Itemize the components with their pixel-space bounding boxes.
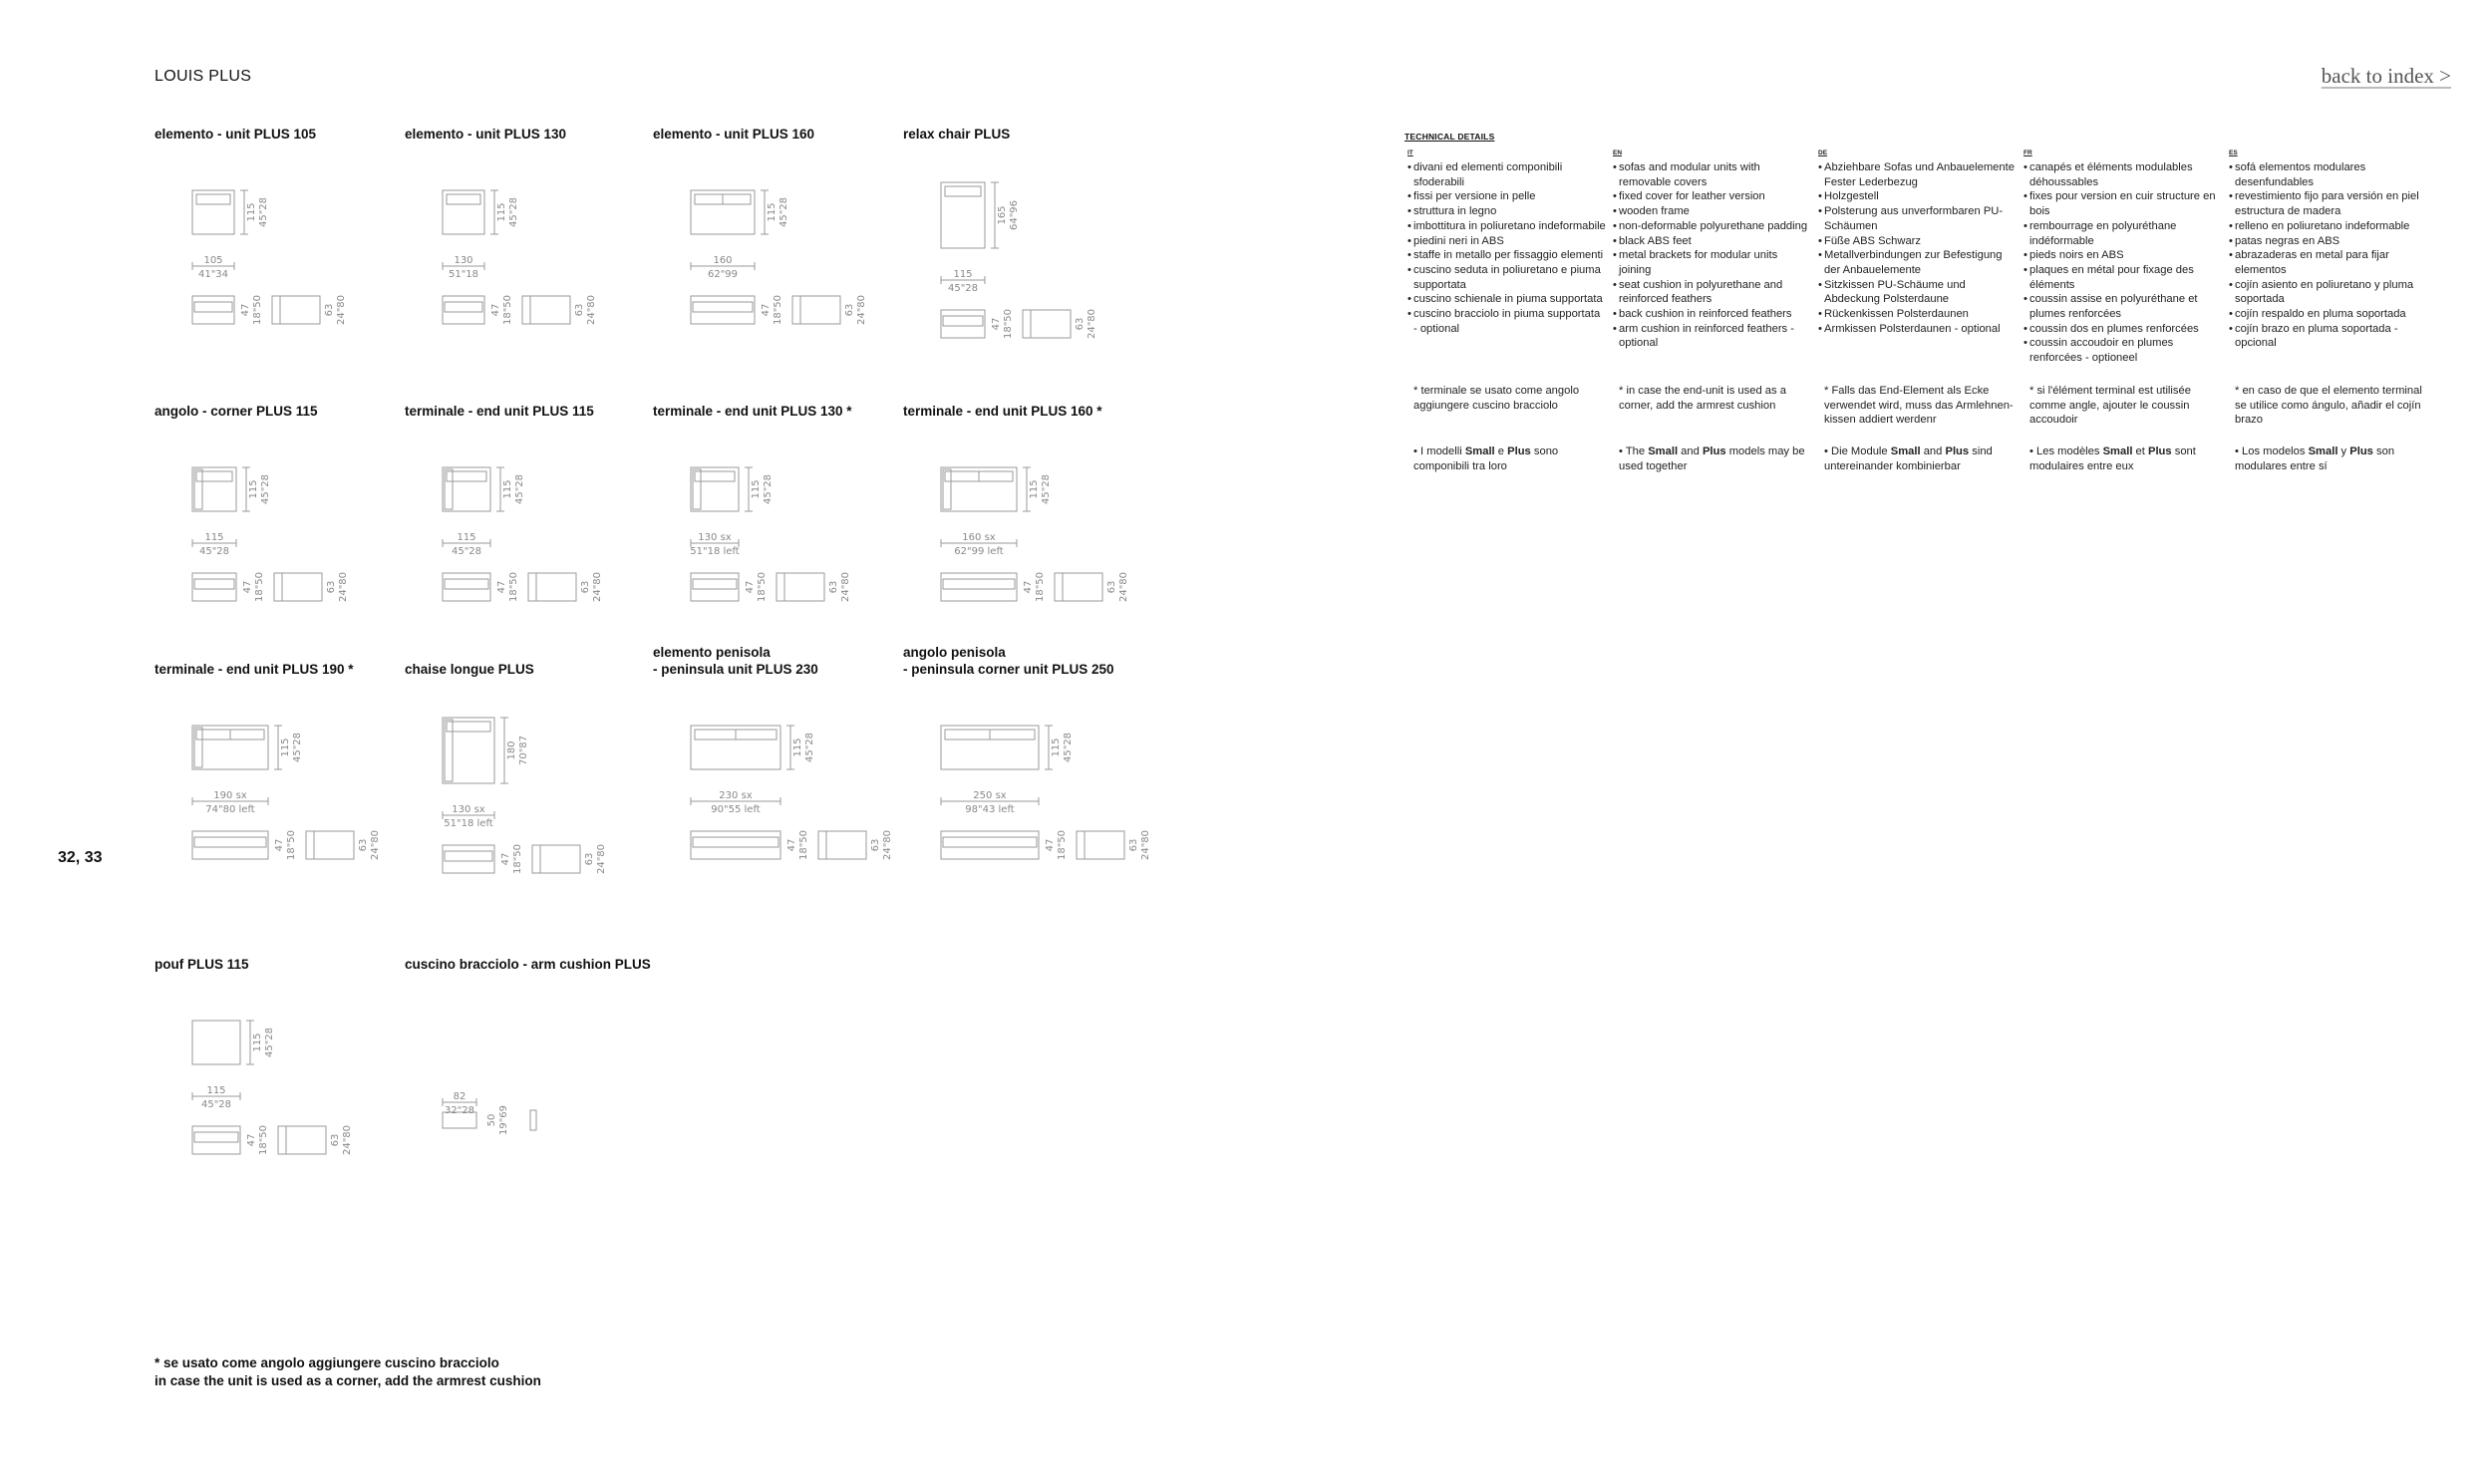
front-elevation-seat	[693, 837, 778, 847]
product-unit	[405, 403, 603, 603]
feature-item: • Polsterung aus unverformbaren PU-Schäumen	[1818, 204, 2018, 233]
depth-dimension-cm: 115	[1051, 738, 1062, 757]
footnote-line-2: in case the unit is used as a corner, add the armrest cushion	[155, 1373, 541, 1388]
feature-list	[1613, 160, 1812, 351]
side-elevation	[1023, 310, 1071, 338]
depth-dimension-cm: 180	[506, 741, 517, 760]
feature-item: • Metallverbindungen zur Befestigung der Anbauelemente	[1818, 248, 2018, 277]
back-height-in: 24"80	[342, 1124, 353, 1156]
depth-dimension-cm: 165	[997, 205, 1008, 225]
seat-height-cm: 47	[274, 838, 285, 852]
end-unit-note: * terminale se usato come angolo aggiungere cuscino bracciolo	[1413, 385, 1580, 412]
seat-height-cm: 47	[246, 1133, 257, 1147]
plan-backrest	[196, 194, 230, 204]
seat-height-in: 18"50	[286, 829, 297, 861]
side-elevation	[532, 845, 580, 873]
unit-drawing	[155, 172, 414, 392]
feature-item: • coussin dos en plumes renforcées	[2024, 322, 2223, 337]
depth-dimension-cm: 115	[252, 1033, 263, 1052]
seat-height-in: 18"50	[254, 571, 265, 603]
feature-item: • Armkissen Polsterdaunen - optional	[1818, 322, 2018, 337]
plan-outline	[192, 467, 236, 511]
product-unit	[155, 661, 381, 861]
width-dimension-cm: 160 sx	[962, 532, 996, 543]
plan-backrest	[447, 722, 490, 732]
front-elevation	[192, 831, 268, 859]
width-dimension-cm: 130 sx	[452, 804, 485, 815]
width-dimension-cm: 130	[454, 255, 473, 266]
product-unit	[405, 956, 651, 1136]
width-dimension-in: 90"55 left	[711, 804, 761, 815]
language-code: ES	[2229, 149, 2238, 156]
depth-dimension-in: 45"28	[1041, 473, 1052, 505]
depth-dimension-in: 45"28	[260, 473, 271, 505]
language-code: EN	[1613, 149, 1623, 156]
product-unit	[903, 126, 1097, 340]
front-elevation-seat	[693, 302, 753, 312]
unit-title: cuscino bracciolo - arm cushion PLUS	[405, 957, 651, 972]
feature-item: • imbottitura in poliuretano indeformabile	[1407, 219, 1607, 234]
front-elevation	[192, 1126, 240, 1154]
page-number: 32, 33	[58, 849, 103, 866]
side-elevation	[274, 573, 322, 601]
feature-item: • sofas and modular units with removable covers	[1613, 160, 1812, 189]
width-dimension-in: 98"43 left	[965, 804, 1015, 815]
front-elevation	[941, 310, 985, 338]
unit-drawing	[653, 172, 912, 392]
width-dimension-in: 51"18 left	[444, 818, 493, 829]
back-height-cm: 63	[584, 852, 595, 866]
width-dimension-cm: 190 sx	[213, 790, 247, 801]
front-elevation	[192, 573, 236, 601]
plan-armrest	[445, 469, 453, 509]
brand-title: LOUIS PLUS	[155, 68, 252, 85]
back-height-cm: 63	[326, 580, 337, 594]
front-elevation-seat	[194, 302, 232, 312]
back-height-in: 24"80	[586, 294, 597, 326]
product-unit	[155, 126, 347, 326]
back-height-in: 24"80	[1118, 571, 1129, 603]
back-height-in: 24"80	[840, 571, 851, 603]
unit-title: elemento - unit PLUS 130	[405, 127, 567, 142]
plan-armrest	[693, 469, 701, 509]
back-height-cm: 63	[828, 580, 839, 594]
product-unit	[155, 956, 353, 1156]
back-height-in: 24"80	[1140, 829, 1151, 861]
back-height-in: 24"80	[592, 571, 603, 603]
unit-title: terminale - end unit PLUS 160 *	[903, 404, 1102, 419]
feature-item: • staffe in metallo per fissaggio elementi	[1407, 248, 1607, 263]
tech-column-es	[2229, 149, 2428, 472]
depth-dimension-cm: 115	[1029, 479, 1040, 499]
front-elevation-seat	[943, 579, 1015, 589]
width-dimension-cm: 115	[206, 1085, 226, 1096]
back-height-cm: 63	[324, 303, 335, 317]
feature-item: • coussin accoudoir en plumes renforcées - optioneel	[2024, 336, 2223, 365]
front-elevation-seat	[445, 579, 488, 589]
depth-dimension-in: 45"28	[508, 196, 519, 228]
depth-dimension-cm: 115	[792, 738, 803, 757]
feature-list	[2229, 160, 2428, 351]
seat-height-in: 18"50	[508, 571, 519, 603]
feature-item: • wooden frame	[1613, 204, 1812, 219]
back-height-cm: 63	[1075, 317, 1086, 331]
feature-item: • fixed cover for leather version	[1613, 189, 1812, 204]
unit-drawing	[405, 449, 664, 669]
width-dimension-in: 51"18 left	[690, 546, 740, 557]
end-unit-note: * si l'élément terminal est utilisée comme angle, ajouter le coussin accoudoir	[2029, 385, 2191, 427]
feature-item: • plaques en métal pour fixage des éléments	[2024, 263, 2223, 292]
seat-height-in: 18"50	[1035, 571, 1046, 603]
back-height-cm: 63	[1128, 838, 1139, 852]
depth-dimension-in: 70"87	[518, 735, 529, 766]
feature-item: • black ABS feet	[1613, 234, 1812, 249]
unit-drawing	[653, 449, 912, 669]
seat-height-cm: 47	[496, 580, 507, 594]
side-elevation	[818, 831, 866, 859]
back-height-in: 24"80	[370, 829, 381, 861]
depth-dimension-in: 45"28	[778, 196, 789, 228]
side-elevation	[306, 831, 354, 859]
seat-height-cm: 47	[500, 852, 511, 866]
unit-drawing	[903, 449, 1162, 669]
width-dimension-in: 45"28	[200, 1099, 232, 1110]
seat-height-in: 18"50	[757, 571, 768, 603]
front-elevation	[691, 831, 780, 859]
back-height-cm: 63	[358, 838, 369, 852]
feature-item: • seat cushion in polyurethane and reinforced feathers	[1613, 278, 1812, 307]
back-height-cm: 63	[580, 580, 591, 594]
feature-item: • Sitzkissen PU-Schäume und Abdeckung Polsterdaune	[1818, 278, 2018, 307]
back-height-cm: 63	[330, 1133, 341, 1147]
end-unit-note: * Falls das End-Element als Ecke verwendet wird, muss das Armlehnen-kissen addiert werdenr	[1824, 385, 2014, 427]
models-note: • The Small and Plus models may be used together	[1619, 445, 1805, 472]
product-unit	[653, 126, 867, 326]
end-unit-note: * en caso de que el elemento terminal se utilice como ángulo, añadir el cojín brazo	[2235, 385, 2422, 427]
depth-dimension-in: 45"28	[258, 196, 269, 228]
unit-drawing	[405, 172, 664, 392]
depth-dimension-cm: 115	[496, 202, 507, 222]
feature-item: • pieds noirs en ABS	[2024, 248, 2223, 263]
width-dimension-in: 45"28	[451, 546, 482, 557]
back-height-in: 24"80	[1087, 308, 1097, 340]
technical-details-title: TECHNICAL DETAILS	[1404, 132, 1495, 142]
width-dimension-cm: 130 sx	[698, 532, 732, 543]
unit-title: terminale - end unit PLUS 190 *	[155, 662, 354, 677]
feature-item: • struttura in legno	[1407, 204, 1607, 219]
feature-item: • piedini neri in ABS	[1407, 234, 1607, 249]
feature-item: • cuscino schienale in piuma supportata	[1407, 292, 1607, 307]
width-dimension-cm: 115	[204, 532, 224, 543]
feature-item: • cojín respaldo en pluma soportada	[2229, 307, 2428, 322]
feature-item: • coussin assise en polyuréthane et plumes renforcées	[2024, 292, 2223, 321]
cushion-side	[530, 1110, 536, 1130]
front-elevation-seat	[693, 579, 737, 589]
unit-drawing	[155, 1003, 414, 1222]
language-code: FR	[2024, 149, 2032, 156]
feature-item: • back cushion in reinforced feathers	[1613, 307, 1812, 322]
unit-title: terminale - end unit PLUS 115	[405, 404, 594, 419]
front-elevation	[443, 296, 484, 324]
product-unit	[903, 644, 1151, 861]
feature-item: • cuscino bracciolo in piuma supportata - optional	[1407, 307, 1607, 336]
width-dimension-cm: 82	[453, 1091, 467, 1102]
front-elevation	[192, 296, 234, 324]
seat-height-cm: 47	[991, 317, 1002, 331]
plan-outline	[192, 1021, 240, 1064]
plan-outline	[691, 467, 739, 511]
depth-dimension-in: 45"28	[804, 732, 815, 763]
feature-item: • abrazaderas en metal para fijar elementos	[2229, 248, 2428, 277]
depth-dimension-in: 45"28	[264, 1027, 275, 1058]
unit-drawing	[155, 708, 414, 927]
feature-item: • sofá elementos modulares desenfundables	[2229, 160, 2428, 189]
front-elevation	[691, 573, 739, 601]
unit-drawing	[903, 172, 1162, 392]
width-dimension-cm: 115	[457, 532, 476, 543]
plan-outline	[443, 467, 490, 511]
seat-height-cm: 47	[761, 303, 772, 317]
feature-list	[2024, 160, 2223, 366]
front-elevation	[941, 831, 1039, 859]
feature-item: • non-deformable polyurethane padding	[1613, 219, 1812, 234]
feature-item: • rembourrage en polyuréthane indéformable	[2024, 219, 2223, 248]
depth-dimension-in: 45"28	[292, 732, 303, 763]
plan-armrest	[943, 469, 951, 509]
feature-item: • Holzgestell	[1818, 189, 2018, 204]
plan-outline	[443, 718, 494, 783]
plan-armrest	[445, 720, 453, 781]
product-unit	[903, 403, 1129, 603]
width-dimension-in: 74"80 left	[205, 804, 255, 815]
seat-height-cm: 47	[1045, 838, 1056, 852]
depth-dimension-cm: 115	[751, 479, 762, 499]
models-note: • Los modelos Small y Plus son modulares entre sí	[2235, 445, 2395, 472]
plan-outline	[941, 182, 985, 248]
front-elevation	[691, 296, 755, 324]
unit-drawing	[653, 708, 912, 927]
seat-height-in: 18"50	[512, 843, 523, 875]
unit-subtitle: - peninsula unit PLUS 230	[653, 662, 818, 677]
depth-dimension-in: 45"28	[514, 473, 525, 505]
front-elevation	[443, 845, 494, 873]
language-code: DE	[1818, 149, 1828, 156]
depth-dimension-cm: 115	[502, 479, 513, 499]
depth-dimension-cm: 115	[280, 738, 291, 757]
unit-title: chaise longue PLUS	[405, 662, 534, 677]
unit-title: elemento - unit PLUS 105	[155, 127, 317, 142]
unit-title: terminale - end unit PLUS 130 *	[653, 404, 852, 419]
unit-title: angolo penisola	[903, 645, 1006, 660]
depth-dimension-cm: 115	[767, 202, 778, 222]
unit-subtitle: - peninsula corner unit PLUS 250	[903, 662, 1114, 677]
front-elevation-seat	[943, 316, 983, 326]
width-dimension-cm: 160	[713, 255, 733, 266]
width-dimension-in: 62"99	[707, 269, 739, 280]
plan-armrest	[194, 728, 202, 767]
models-note: • Die Module Small and Plus sind untereinander kombinierbar	[1824, 445, 1993, 472]
front-elevation-seat	[194, 1132, 238, 1142]
feature-item: • metal brackets for modular units joining	[1613, 248, 1812, 277]
unit-drawing	[903, 708, 1162, 927]
feature-item: • cojín asiento en poliuretano y pluma soportada	[2229, 278, 2428, 307]
back-height-cm: 63	[870, 838, 881, 852]
side-elevation	[528, 573, 576, 601]
back-height-in: 24"80	[338, 571, 349, 603]
side-elevation	[1055, 573, 1102, 601]
depth-dimension-in: 45"28	[763, 473, 774, 505]
feature-item: • cuscino seduta in poliuretano e piuma supportata	[1407, 263, 1607, 292]
seat-height-in: 18"50	[773, 294, 783, 326]
front-elevation-seat	[445, 302, 482, 312]
cushion-height-cm: 50	[486, 1113, 497, 1127]
seat-height-in: 18"50	[798, 829, 809, 861]
front-elevation-seat	[194, 579, 234, 589]
front-elevation-seat	[943, 837, 1037, 847]
cushion-height-in: 19"69	[498, 1104, 509, 1136]
unit-drawing	[155, 449, 414, 669]
seat-height-in: 18"50	[258, 1124, 269, 1156]
plan-backrest	[447, 194, 480, 204]
seat-height-in: 18"50	[1057, 829, 1068, 861]
unit-title: angolo - corner PLUS 115	[155, 404, 318, 419]
depth-dimension-cm: 115	[248, 479, 259, 499]
feature-item: • relleno en poliuretano indeformable	[2229, 219, 2428, 234]
feature-item: • fissi per versione in pelle	[1407, 189, 1607, 204]
depth-dimension-in: 64"96	[1009, 199, 1020, 231]
language-code: IT	[1407, 149, 1413, 156]
width-dimension-in: 32"28	[444, 1105, 475, 1116]
models-note: • I modelli Small e Plus sono componibili tra loro	[1413, 445, 1559, 472]
plan-armrest	[194, 469, 202, 509]
plan-outline	[443, 190, 484, 234]
plan-backrest	[945, 186, 981, 196]
width-dimension-cm: 115	[953, 269, 973, 280]
side-elevation	[278, 1126, 326, 1154]
seat-height-cm: 47	[242, 580, 253, 594]
width-dimension-cm: 230 sx	[719, 790, 753, 801]
unit-drawing	[405, 1003, 664, 1222]
side-elevation	[777, 573, 824, 601]
feature-item: • arm cushion in reinforced feathers - optional	[1613, 322, 1812, 351]
feature-list	[1407, 160, 1607, 336]
side-elevation	[522, 296, 570, 324]
product-unit	[405, 661, 607, 875]
seat-height-in: 18"50	[252, 294, 263, 326]
feature-item: • revestimiento fijo para versión en piel estructura de madera	[2229, 189, 2428, 218]
feature-item: • patas negras en ABS	[2229, 234, 2428, 249]
feature-item: • fixes pour version en cuir structure en bois	[2024, 189, 2223, 218]
back-height-cm: 63	[1106, 580, 1117, 594]
front-elevation	[941, 573, 1017, 601]
feature-item: • Abziehbare Sofas und Anbauelemente Fester Lederbezug	[1818, 160, 2018, 189]
front-elevation-seat	[194, 837, 266, 847]
product-unit	[653, 644, 893, 861]
width-dimension-in: 51"18	[448, 269, 479, 280]
product-unit	[405, 126, 597, 326]
end-unit-note: * in case the end-unit is used as a corner, add the armrest cushion	[1619, 385, 1786, 412]
product-unit	[155, 403, 349, 603]
seat-height-cm: 47	[1023, 580, 1034, 594]
back-height-cm: 63	[844, 303, 855, 317]
unit-title: pouf PLUS 115	[155, 957, 249, 972]
width-dimension-in: 45"28	[198, 546, 230, 557]
seat-height-cm: 47	[745, 580, 756, 594]
feature-item: • Füße ABS Schwarz	[1818, 234, 2018, 249]
unit-title: relax chair PLUS	[903, 127, 1011, 142]
side-elevation	[1077, 831, 1124, 859]
depth-dimension-in: 45"28	[1063, 732, 1074, 763]
seat-height-cm: 47	[240, 303, 251, 317]
seat-height-in: 18"50	[1003, 308, 1014, 340]
seat-height-cm: 47	[786, 838, 797, 852]
width-dimension-in: 41"34	[197, 269, 229, 280]
back-height-in: 24"80	[856, 294, 867, 326]
back-height-in: 24"80	[336, 294, 347, 326]
seat-height-cm: 47	[490, 303, 501, 317]
unit-title: elemento - unit PLUS 160	[653, 127, 815, 142]
back-height-cm: 63	[574, 303, 585, 317]
tech-column-it	[1407, 149, 1607, 472]
feature-item: • canapés et éléments modulables déhoussables	[2024, 160, 2223, 189]
feature-item: • Rückenkissen Polsterdaunen	[1818, 307, 2018, 322]
tech-column-de	[1818, 149, 2018, 472]
width-dimension-in: 45"28	[947, 283, 979, 294]
tech-column-fr	[2024, 149, 2223, 472]
side-elevation	[272, 296, 320, 324]
front-elevation-seat	[445, 851, 492, 861]
plan-backrest	[196, 471, 232, 481]
depth-dimension-cm: 115	[246, 202, 257, 222]
models-note: • Les modèles Small et Plus sont modulaires entre eux	[2029, 445, 2196, 472]
width-dimension-in: 62"99 left	[954, 546, 1004, 557]
unit-drawing	[405, 708, 664, 927]
width-dimension-cm: 105	[203, 255, 223, 266]
seat-height-in: 18"50	[502, 294, 513, 326]
footnote	[155, 1354, 541, 1390]
tech-column-en	[1613, 149, 1812, 472]
back-to-index-link[interactable]: back to index >	[2321, 64, 2451, 88]
width-dimension-cm: 250 sx	[973, 790, 1007, 801]
front-elevation	[443, 573, 490, 601]
feature-item: • cojín brazo en pluma soportada - opcional	[2229, 322, 2428, 351]
footnote-line-1: * se usato come angolo aggiungere cuscino bracciolo	[155, 1355, 499, 1370]
plan-outline	[192, 190, 234, 234]
back-height-in: 24"80	[596, 843, 607, 875]
feature-list	[1818, 160, 2018, 336]
feature-item: • divani ed elementi componibili sfoderabili	[1407, 160, 1607, 189]
unit-title: elemento penisola	[653, 645, 771, 660]
back-height-in: 24"80	[882, 829, 893, 861]
product-unit	[653, 403, 852, 603]
side-elevation	[792, 296, 840, 324]
